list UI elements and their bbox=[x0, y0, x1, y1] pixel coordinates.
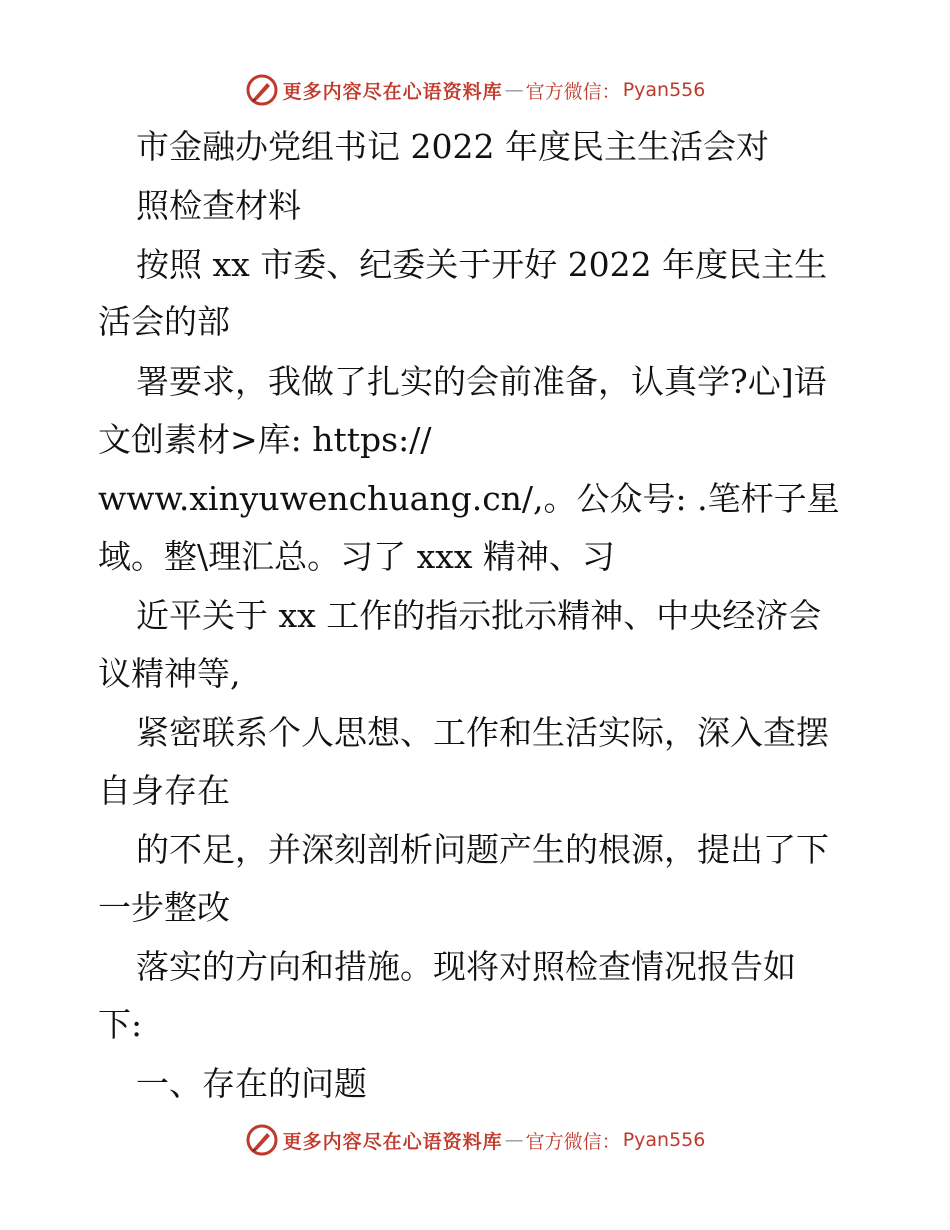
banner-lead-text: 更多内容尽在心语资料库 bbox=[282, 80, 503, 103]
body-line: 活会的部 bbox=[98, 302, 230, 341]
body-line: 自身存在 bbox=[98, 771, 230, 810]
banner-wechat-id: Pyan556 bbox=[622, 79, 706, 101]
body-line: 署要求，我做了扎实的会前准备，认真学?心]语 bbox=[136, 362, 827, 401]
section-heading: 一、存在的问题 bbox=[136, 1064, 367, 1103]
body-line: 一步整改 bbox=[98, 888, 230, 927]
pen-logo-icon bbox=[245, 1123, 279, 1157]
body-line: 的不足，并深刻剖析问题产生的根源，提出了下 bbox=[136, 830, 829, 869]
title-line-1: 市金融办党组书记 2022 年度民主生活会对 bbox=[136, 127, 769, 166]
banner-dash: — bbox=[504, 1129, 524, 1151]
body-line: 近平关于 xx 工作的指示批示精神、中央经济会 bbox=[136, 596, 822, 635]
banner-wechat-id: Pyan556 bbox=[622, 1129, 706, 1151]
footer-watermark-banner bbox=[0, 1122, 950, 1158]
body-line: 文创素材>库: https:// bbox=[98, 420, 432, 459]
banner-dash: — bbox=[504, 79, 524, 101]
body-line: 落实的方向和措施。现将对照检查情况报告如 bbox=[136, 947, 796, 986]
banner-wechat-label: 官方微信： bbox=[525, 1130, 621, 1153]
banner-wechat-label: 官方微信： bbox=[525, 80, 621, 103]
body-line: www.xinyuwenchuang.cn/,。公众号: .笔杆子星 bbox=[98, 479, 840, 518]
banner-lead-text: 更多内容尽在心语资料库 bbox=[282, 1130, 503, 1153]
body-line: 议精神等, bbox=[98, 654, 241, 693]
header-watermark-banner bbox=[0, 72, 950, 108]
body-line: 紧密联系个人思想、工作和生活实际，深入查摆 bbox=[136, 713, 829, 752]
pen-logo-icon bbox=[245, 73, 279, 107]
body-line: 域。整\理汇总。习了 xxx 精神、习 bbox=[98, 537, 615, 576]
title-line-2: 照检查材料 bbox=[136, 186, 301, 225]
body-line: 下: bbox=[98, 1005, 143, 1044]
body-line: 按照 xx 市委、纪委关于开好 2022 年度民主生 bbox=[136, 245, 828, 284]
